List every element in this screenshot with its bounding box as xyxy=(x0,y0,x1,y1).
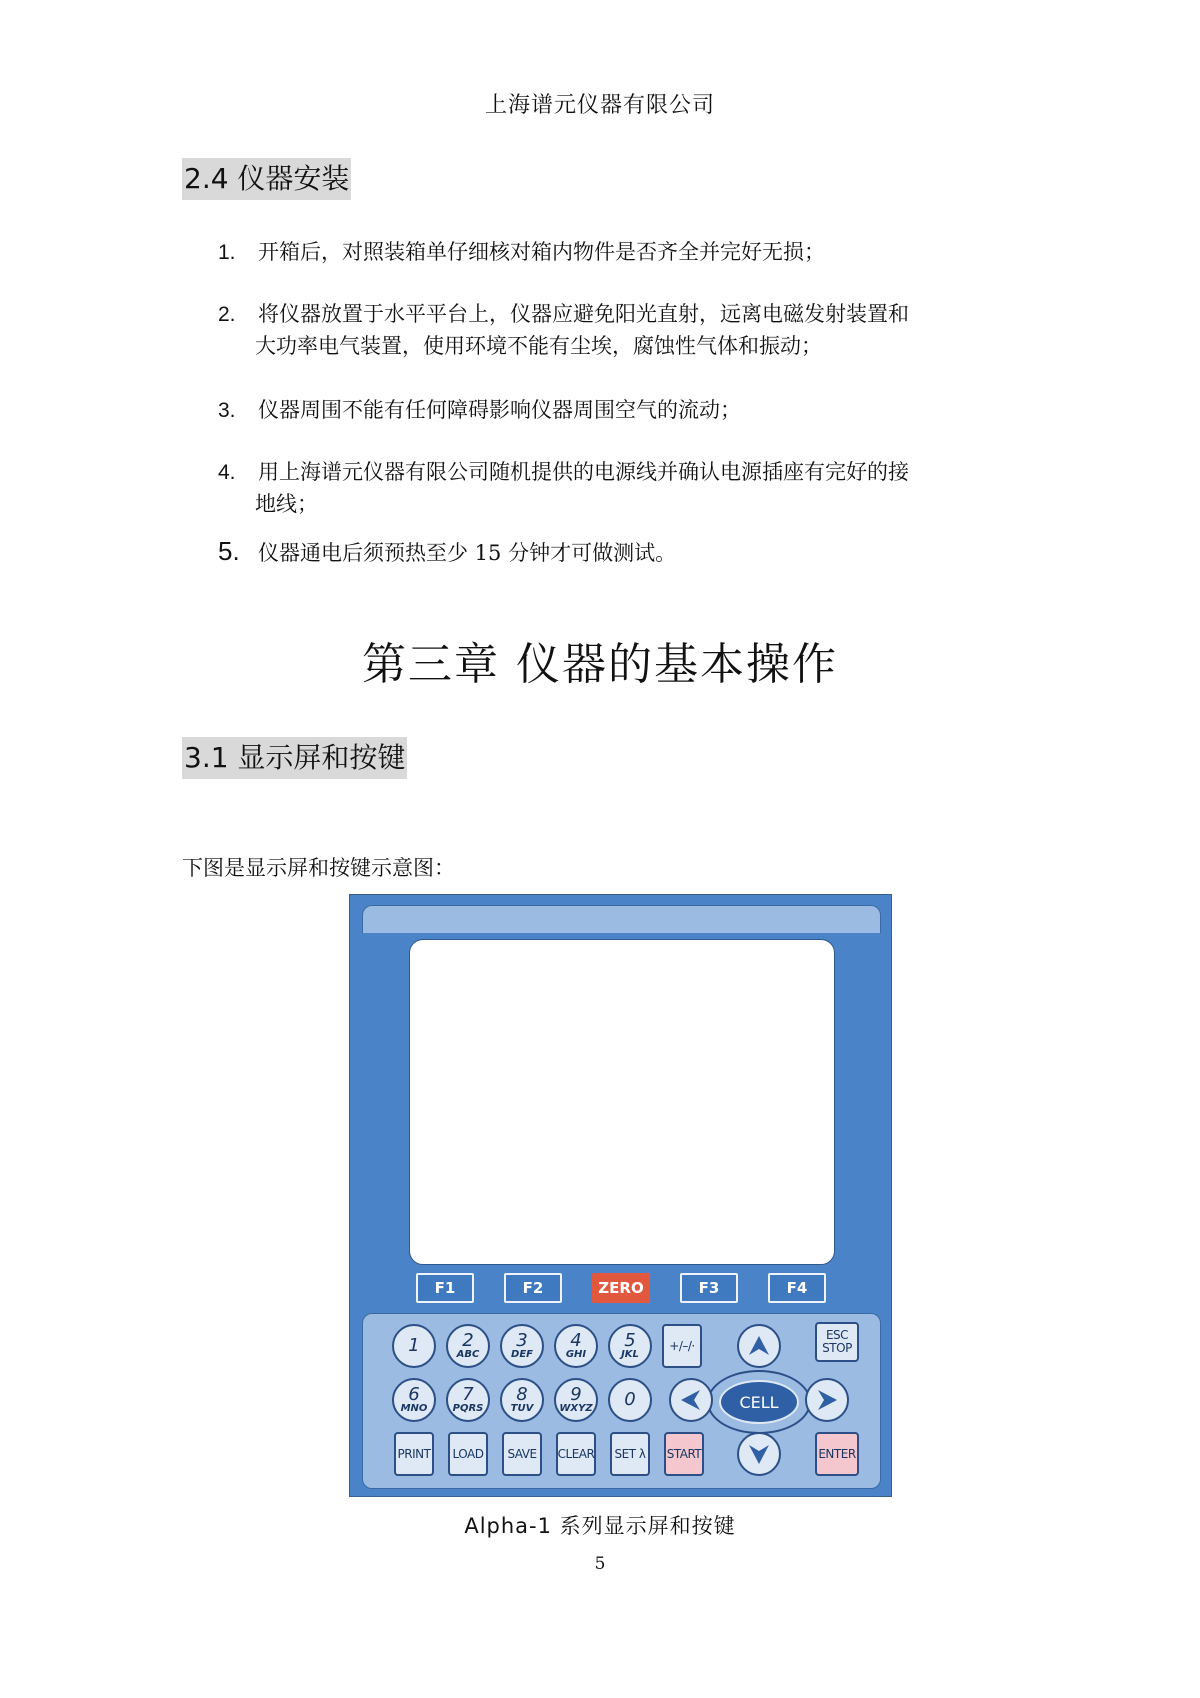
list-text: 将仪器放置于水平平台上，仪器应避免阳光直射，远离电磁发射装置和 xyxy=(258,302,909,326)
key-0[interactable] xyxy=(608,1378,652,1422)
key-letters: GHI xyxy=(565,1349,587,1360)
key-letters: WXYZ xyxy=(559,1403,593,1414)
page-header: 上海谱元仪器有限公司 xyxy=(484,93,715,118)
list-number: 3. xyxy=(218,399,236,422)
list-number: 4. xyxy=(218,461,236,484)
intro-text: 下图是显示屏和按键示意图： xyxy=(182,856,455,880)
arrow-up-key[interactable] xyxy=(737,1324,781,1368)
list-item xyxy=(218,298,909,331)
key-letters: DEF xyxy=(511,1349,533,1360)
key-7[interactable] xyxy=(446,1378,490,1422)
key-digit: 3 xyxy=(516,1330,528,1351)
stop-label: STOP xyxy=(822,1341,852,1355)
arrow-down-key[interactable] xyxy=(737,1432,781,1476)
list-item xyxy=(218,394,741,427)
f1-key[interactable]: F1 xyxy=(416,1273,474,1303)
key-digit: 6 xyxy=(408,1384,420,1405)
enter-key[interactable]: ENTER xyxy=(815,1432,859,1476)
esc-stop-key[interactable] xyxy=(815,1322,859,1362)
key-3[interactable] xyxy=(500,1324,544,1368)
list-text-continuation: 地线； xyxy=(255,492,318,516)
list-text-continuation: 大功率电气装置，使用环境不能有尘埃，腐蚀性气体和振动； xyxy=(255,334,822,358)
key-letters: PQRS xyxy=(452,1403,484,1414)
arrow-left-key[interactable] xyxy=(669,1378,713,1422)
arrow-left-icon xyxy=(678,1387,704,1413)
key-digit: 7 xyxy=(462,1384,474,1405)
key-letters: TUV xyxy=(510,1403,534,1414)
key-letters: JKL xyxy=(621,1349,639,1360)
key-digit: 1 xyxy=(408,1335,420,1356)
key-5[interactable] xyxy=(608,1324,652,1368)
key-4[interactable] xyxy=(554,1324,598,1368)
f3-key[interactable]: F3 xyxy=(680,1273,738,1303)
key-1[interactable] xyxy=(392,1324,436,1368)
plus-minus-key[interactable]: +/–/· xyxy=(662,1324,702,1368)
cell-key[interactable]: CELL xyxy=(719,1380,799,1424)
list-item xyxy=(218,456,909,489)
zero-key[interactable]: ZERO xyxy=(592,1273,650,1303)
clear-key[interactable]: CLEAR xyxy=(556,1432,596,1476)
key-9[interactable] xyxy=(554,1378,598,1422)
key-digit: 9 xyxy=(570,1384,582,1405)
key-digit: 8 xyxy=(516,1384,528,1405)
list-number: 1. xyxy=(218,241,236,264)
key-digit: 4 xyxy=(570,1330,582,1351)
list-text: 仪器周围不能有任何障碍影响仪器周围空气的流动； xyxy=(258,398,741,422)
chapter-title: 第三章 仪器的基本操作 xyxy=(362,639,838,690)
section-heading-3-1: 3.1 显示屏和按键 xyxy=(182,737,407,779)
f2-key[interactable]: F2 xyxy=(504,1273,562,1303)
list-item xyxy=(218,236,825,269)
device-panel xyxy=(349,894,892,1497)
key-digit: 0 xyxy=(624,1389,636,1410)
key-8[interactable] xyxy=(500,1378,544,1422)
print-key[interactable]: PRINT xyxy=(394,1432,434,1476)
display-screen xyxy=(409,939,835,1265)
key-letters: MNO xyxy=(400,1403,428,1414)
figure-caption: Alpha-1 系列显示屏和按键 xyxy=(464,1514,736,1538)
page-number: 5 xyxy=(594,1554,606,1574)
key-digit: 5 xyxy=(624,1330,636,1351)
list-text: 仪器通电后须预热至少 15 分钟才可做测试。 xyxy=(258,541,677,565)
list-text: 开箱后，对照装箱单仔细核对箱内物件是否齐全并完好无损； xyxy=(258,240,825,264)
start-key[interactable]: START xyxy=(664,1432,704,1476)
list-number: 2. xyxy=(218,303,236,326)
key-digit: 2 xyxy=(462,1330,474,1351)
f4-key[interactable]: F4 xyxy=(768,1273,826,1303)
esc-label: ESC xyxy=(825,1327,849,1342)
save-key[interactable]: SAVE xyxy=(502,1432,542,1476)
key-letters: ABC xyxy=(456,1349,480,1360)
key-2[interactable] xyxy=(446,1324,490,1368)
list-number: 5. xyxy=(218,536,240,566)
load-key[interactable]: LOAD xyxy=(448,1432,488,1476)
key-6[interactable] xyxy=(392,1378,436,1422)
list-text: 用上海谱元仪器有限公司随机提供的电源线并确认电源插座有完好的接 xyxy=(258,460,909,484)
keypad xyxy=(362,1313,881,1489)
arrow-up-icon xyxy=(746,1333,772,1359)
arrow-right-icon xyxy=(814,1387,840,1413)
arrow-right-key[interactable] xyxy=(805,1378,849,1422)
set-lambda-key[interactable]: SET λ xyxy=(610,1432,650,1476)
device-top-band xyxy=(362,905,881,933)
arrow-down-icon xyxy=(746,1441,772,1467)
list-item xyxy=(218,535,676,569)
section-heading-2-4: 2.4 仪器安装 xyxy=(182,158,351,200)
